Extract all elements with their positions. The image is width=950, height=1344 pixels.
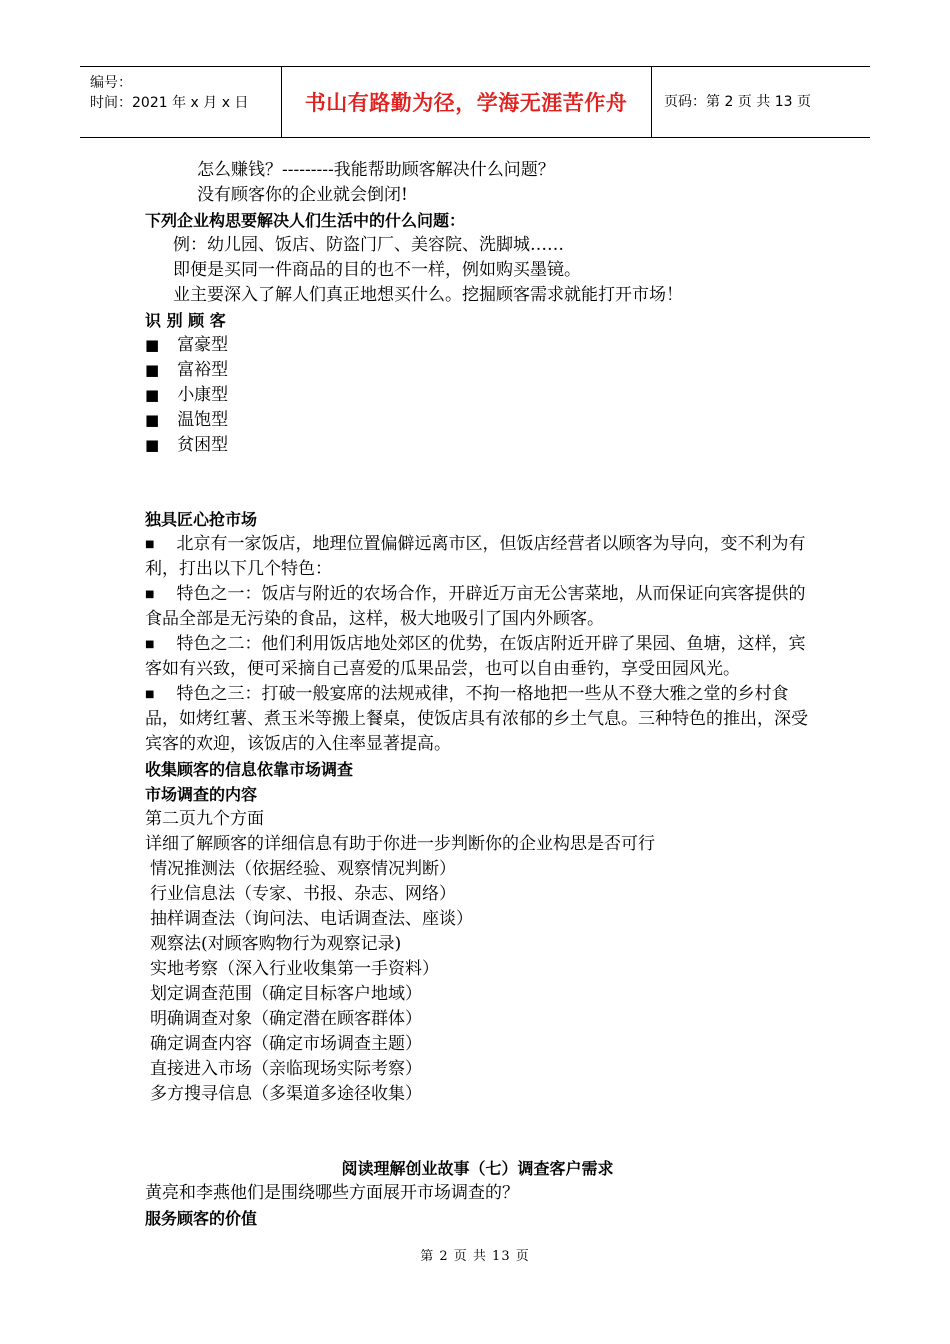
story-heading: 阅读理解创业故事（七）调查客户需求 [341, 1159, 614, 1178]
bullet-icon: ■ [145, 689, 155, 700]
unique-paragraph: ■ 特色之一：饭店与附近的农场合作，开辟近万亩无公害菜地，从而保证向宾客提供的食品全部是无污染的食品，这样，极大地吸引了国内外顾客。 [145, 584, 806, 629]
method-item: 实地考察（深入行业收集第一手资料） [150, 959, 439, 979]
collect-heading: 收集顾客的信息依靠市场调查 [145, 760, 354, 779]
customer-type-item: ■ 富裕型 [145, 360, 229, 380]
bullet-icon: ■ [145, 361, 160, 379]
intro-line: 没有顾客你的企业就会倒闭! [197, 185, 408, 205]
customer-type-item: ■ 温饱型 [145, 410, 229, 430]
doc-number-label: 编号： [90, 75, 132, 91]
method-item: 抽样调查法（询问法、电话调查法、座谈） [150, 909, 473, 929]
unique-paragraph: ■ 北京有一家饭店，地理位置偏僻远离市区，但饭店经营者以顾客为导向，变不利为有利，打出以下几个特色： [145, 534, 806, 579]
method-item: 观察法(对顾客购物行为观察记录) [150, 934, 402, 954]
intro-line: 怎么赚钱？---------我能帮助顾客解决什么问题？ [197, 160, 555, 180]
doc-time-label: 时间：2021 年 x 月 x 日 [90, 95, 249, 111]
method-item: 确定调查内容（确定市场调查主题） [150, 1034, 422, 1054]
value-heading: 服务顾客的价值 [145, 1209, 258, 1228]
header-meta [90, 73, 248, 113]
customer-type-item: ■ 小康型 [145, 385, 229, 405]
header-page-info: 页码：第 2 页 共 13 页 [664, 94, 811, 110]
intro-block [145, 158, 810, 458]
survey-desc: 详细了解顾客的详细信息有助于你进一步判断你的企业构思是否可行 [145, 834, 655, 854]
problems-line: 即便是买同一件商品的目的也不一样，例如购买墨镜。 [173, 260, 581, 280]
bullet-icon: ■ [145, 336, 160, 354]
unique-block [145, 507, 810, 1107]
bullet-icon: ■ [145, 639, 155, 650]
identify-heading: 识 别 顾 客 [145, 311, 226, 330]
bullet-icon: ■ [145, 539, 155, 550]
method-item: 直接进入市场（亲临现场实际考察） [150, 1059, 422, 1079]
bullet-icon: ■ [145, 436, 160, 454]
bullet-icon: ■ [145, 386, 160, 404]
problems-line: 例：幼儿园、饭店、防盗门厂、美容院、洗脚城…… [173, 235, 564, 255]
customer-type-item: ■ 贫困型 [145, 435, 229, 455]
bullet-icon: ■ [145, 589, 155, 600]
header-divider [651, 67, 652, 137]
unique-heading: 独具匠心抢市场 [145, 510, 258, 529]
problems-heading: 下列企业构思要解决人们生活中的什么问题： [145, 211, 466, 230]
survey-sub: 第二页九个方面 [145, 809, 264, 829]
customer-type-item: ■ 富豪型 [145, 335, 229, 355]
story-block [145, 1156, 810, 1231]
method-item: 多方搜寻信息（多渠道多途径收集） [150, 1084, 422, 1104]
method-item: 划定调查范围（确定目标客户地域） [150, 984, 422, 1004]
problems-line: 业主要深入了解人们真正地想买什么。挖掘顾客需求就能打开市场！ [173, 285, 683, 305]
method-item: 情况推测法（依据经验、观察情况判断） [150, 859, 456, 879]
unique-paragraph: ■ 特色之二：他们利用饭店地处郊区的优势，在饭店附近开辟了果园、鱼塘，这样，宾客如有兴致，便可采摘自己喜爱的瓜果品尝，也可以自由垂钓，享受田园风光。 [145, 634, 806, 679]
header-motto: 书山有路勤为径，学海无涯苦作舟 [304, 91, 628, 115]
unique-paragraph: ■ 特色之三：打破一般宴席的法规戒律，不拘一格地把一些从不登大雅之堂的乡村食品，如烤红薯、煮玉米等搬上餐桌，使饭店具有浓郁的乡土气息。三种特色的推出，深受宾客的欢迎，该饭店的入住率显著提高。 [145, 684, 808, 754]
survey-heading: 市场调查的内容 [145, 785, 258, 804]
story-question: 黄亮和李燕他们是围绕哪些方面展开市场调查的？ [145, 1183, 519, 1203]
page-header [80, 66, 870, 138]
method-item: 明确调查对象（确定潜在顾客群体） [150, 1009, 422, 1029]
method-item: 行业信息法（专家、书报、杂志、网络） [150, 884, 456, 904]
page-footer: 第 2 页 共 13 页 [420, 1249, 530, 1264]
bullet-icon: ■ [145, 411, 160, 429]
